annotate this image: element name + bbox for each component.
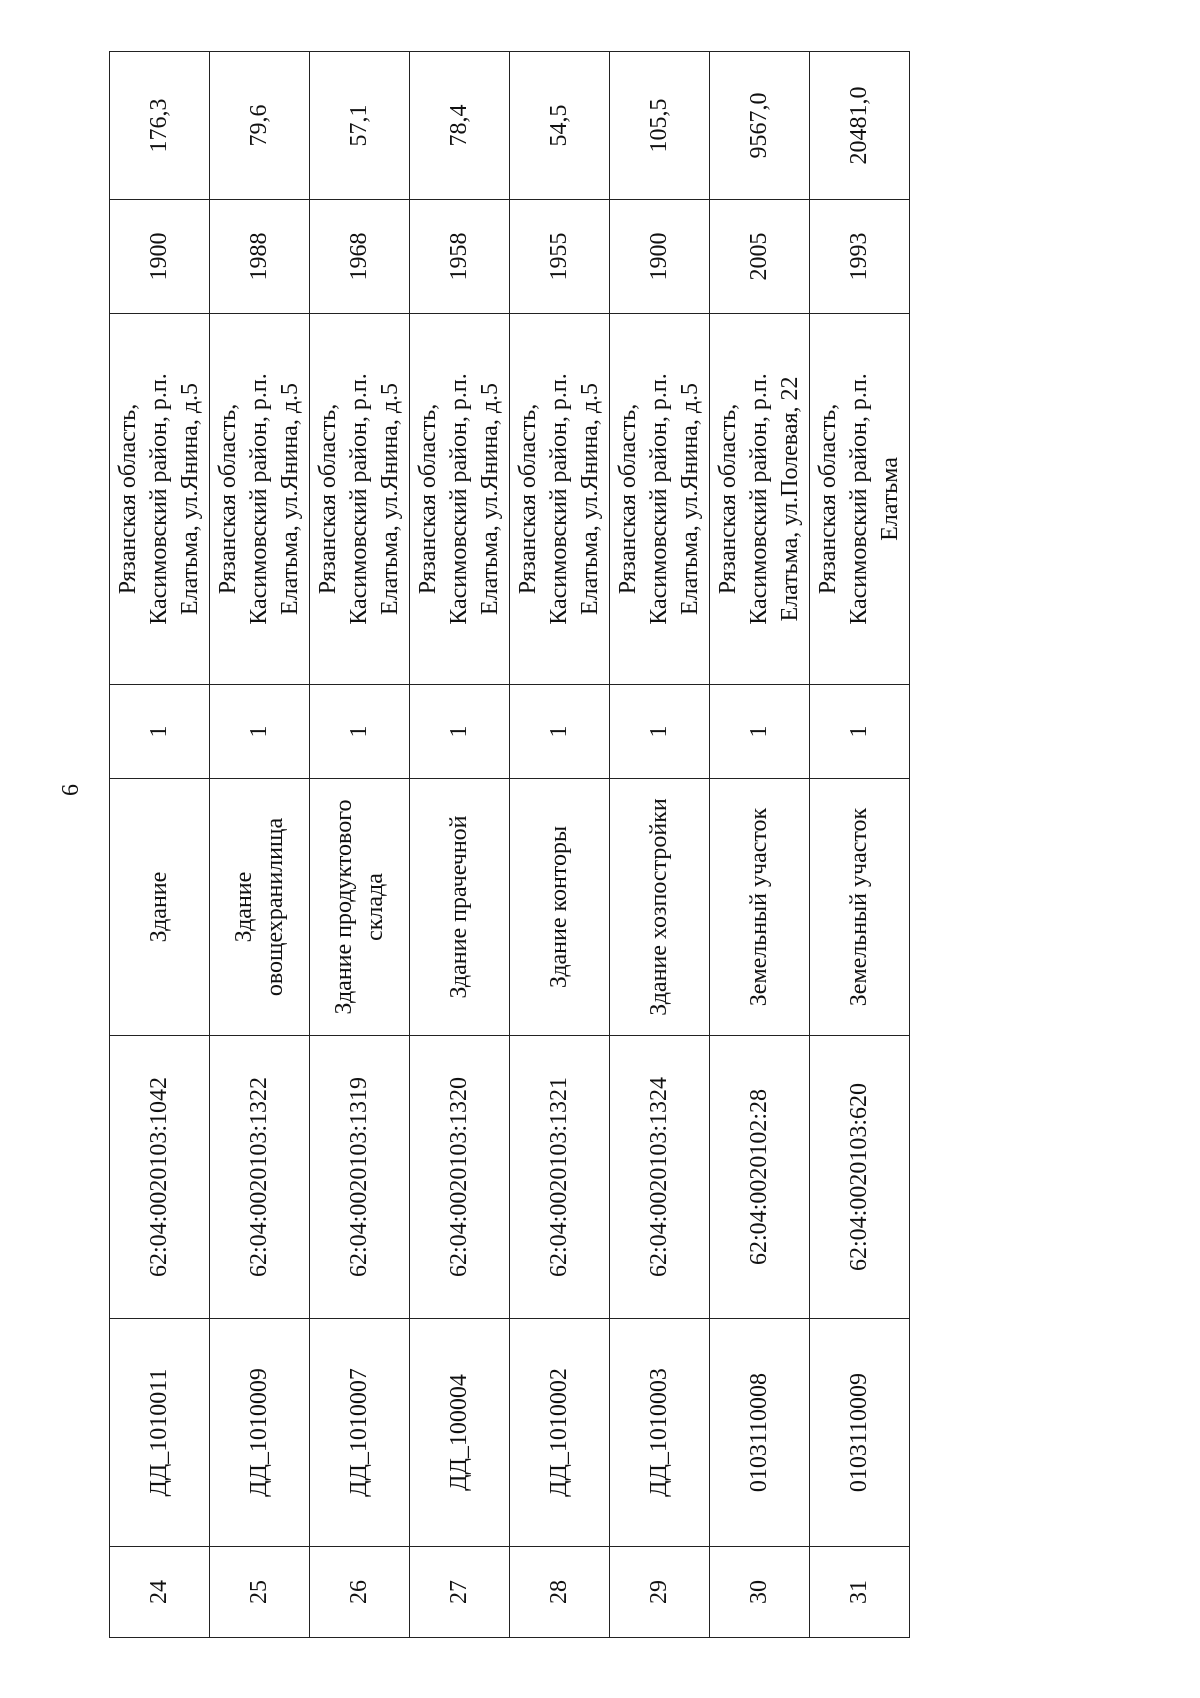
table-row (310, 52, 410, 1638)
quantity: 1 (710, 685, 810, 779)
year: 1988 (210, 200, 310, 314)
year: 1955 (510, 200, 610, 314)
cadastral-number: 62:04:0020103:1322 (210, 1036, 310, 1319)
object-name: Здание конторы (510, 779, 610, 1036)
year: 1900 (610, 200, 710, 314)
inventory-number: ДД_1010009 (210, 1319, 310, 1547)
table-row (810, 52, 910, 1638)
year: 1968 (310, 200, 410, 314)
address-line: Елатьма, ул.Янина, д.5 (577, 382, 603, 616)
property-table (109, 51, 910, 1638)
quantity: 1 (110, 685, 210, 779)
address-line: Елатьма, ул.Янина, д.5 (377, 382, 403, 616)
address-line: Елатьма, ул.Янина, д.5 (477, 382, 503, 616)
address-line: Елатьма, ул.Янина, д.5 (277, 382, 303, 616)
area: 176,3 (110, 52, 210, 200)
address-line: Касимовский район, р.п. (346, 373, 372, 625)
quantity: 1 (510, 685, 610, 779)
object-name: Здание (110, 779, 210, 1036)
cadastral-number: 62:04:0020103:1042 (110, 1036, 210, 1319)
quantity: 1 (210, 685, 310, 779)
area: 57,1 (310, 52, 410, 200)
object-name: Здание прачечной (410, 779, 510, 1036)
area: 54,5 (510, 52, 610, 200)
row-number: 24 (110, 1547, 210, 1638)
quantity: 1 (810, 685, 910, 779)
area: 20481,0 (810, 52, 910, 200)
address-line: Елатьма (877, 457, 903, 541)
cadastral-number: 62:04:0020103:1319 (310, 1036, 410, 1319)
address (210, 314, 310, 685)
area: 105,5 (610, 52, 710, 200)
row-number: 25 (210, 1547, 310, 1638)
inventory-number: ДД_100004 (410, 1319, 510, 1547)
object-name: Здание хозпостройки (610, 779, 710, 1036)
address-line: Елатьма, ул.Янина, д.5 (677, 382, 703, 616)
inventory-number: ДД_1010003 (610, 1319, 710, 1547)
year: 1958 (410, 200, 510, 314)
address (410, 314, 510, 685)
inventory-number: 0103110009 (810, 1319, 910, 1547)
object-name: Земельный участок (710, 779, 810, 1036)
address-line: Рязанская область, (115, 403, 141, 595)
address-line: Рязанская область, (815, 403, 841, 595)
address-line: Рязанская область, (715, 403, 741, 595)
address (710, 314, 810, 685)
quantity: 1 (610, 685, 710, 779)
year: 1993 (810, 200, 910, 314)
address-line: Елатьма, ул.Янина, д.5 (177, 382, 203, 616)
table-row (510, 52, 610, 1638)
address-line: Рязанская область, (215, 403, 241, 595)
table-row (610, 52, 710, 1638)
address (810, 314, 910, 685)
address-line: Касимовский район, р.п. (646, 373, 672, 625)
year: 1900 (110, 200, 210, 314)
area: 9567,0 (710, 52, 810, 200)
address-line: Касимовский район, р.п. (846, 373, 872, 625)
cadastral-number: 62:04:0020103:1320 (410, 1036, 510, 1319)
address-line: Касимовский район, р.п. (446, 373, 472, 625)
address-line: Касимовский район, р.п. (546, 373, 572, 625)
table-row (410, 52, 510, 1638)
address-line: Касимовский район, р.п. (746, 373, 772, 625)
row-number: 30 (710, 1547, 810, 1638)
address (310, 314, 410, 685)
address-line: Рязанская область, (315, 403, 341, 595)
address (610, 314, 710, 685)
address (110, 314, 210, 685)
cadastral-number: 62:04:0020103:1321 (510, 1036, 610, 1319)
table-row (710, 52, 810, 1638)
cadastral-number: 62:04:0020102:28 (710, 1036, 810, 1319)
row-number: 27 (410, 1547, 510, 1638)
address-line: Рязанская область, (615, 403, 641, 595)
inventory-number: ДД_1010002 (510, 1319, 610, 1547)
inventory-number: ДД_1010011 (110, 1319, 210, 1547)
address-line: Касимовский район, р.п. (246, 373, 272, 625)
area: 79,6 (210, 52, 310, 200)
object-name: Земельный участок (810, 779, 910, 1036)
quantity: 1 (310, 685, 410, 779)
page-number: 6 (58, 784, 84, 796)
inventory-number: ДД_1010007 (310, 1319, 410, 1547)
cadastral-number: 62:04:0020103:1324 (610, 1036, 710, 1319)
table-row (110, 52, 210, 1638)
row-number: 26 (310, 1547, 410, 1638)
address-line: Рязанская область, (515, 403, 541, 595)
address-line: Рязанская область, (415, 403, 441, 595)
area: 78,4 (410, 52, 510, 200)
cadastral-number: 62:04:0020103:620 (810, 1036, 910, 1319)
table-row (210, 52, 310, 1638)
object-name: Здание продуктового склада (310, 779, 410, 1036)
address (510, 314, 610, 685)
inventory-number: 0103110008 (710, 1319, 810, 1547)
address-line: Елатьма, ул.Полевая, 22 (777, 376, 803, 622)
object-name: Здание овощехранилища (210, 779, 310, 1036)
row-number: 29 (610, 1547, 710, 1638)
address-line: Касимовский район, р.п. (146, 373, 172, 625)
table-body (110, 52, 910, 1638)
row-number: 28 (510, 1547, 610, 1638)
row-number: 31 (810, 1547, 910, 1638)
year: 2005 (710, 200, 810, 314)
quantity: 1 (410, 685, 510, 779)
